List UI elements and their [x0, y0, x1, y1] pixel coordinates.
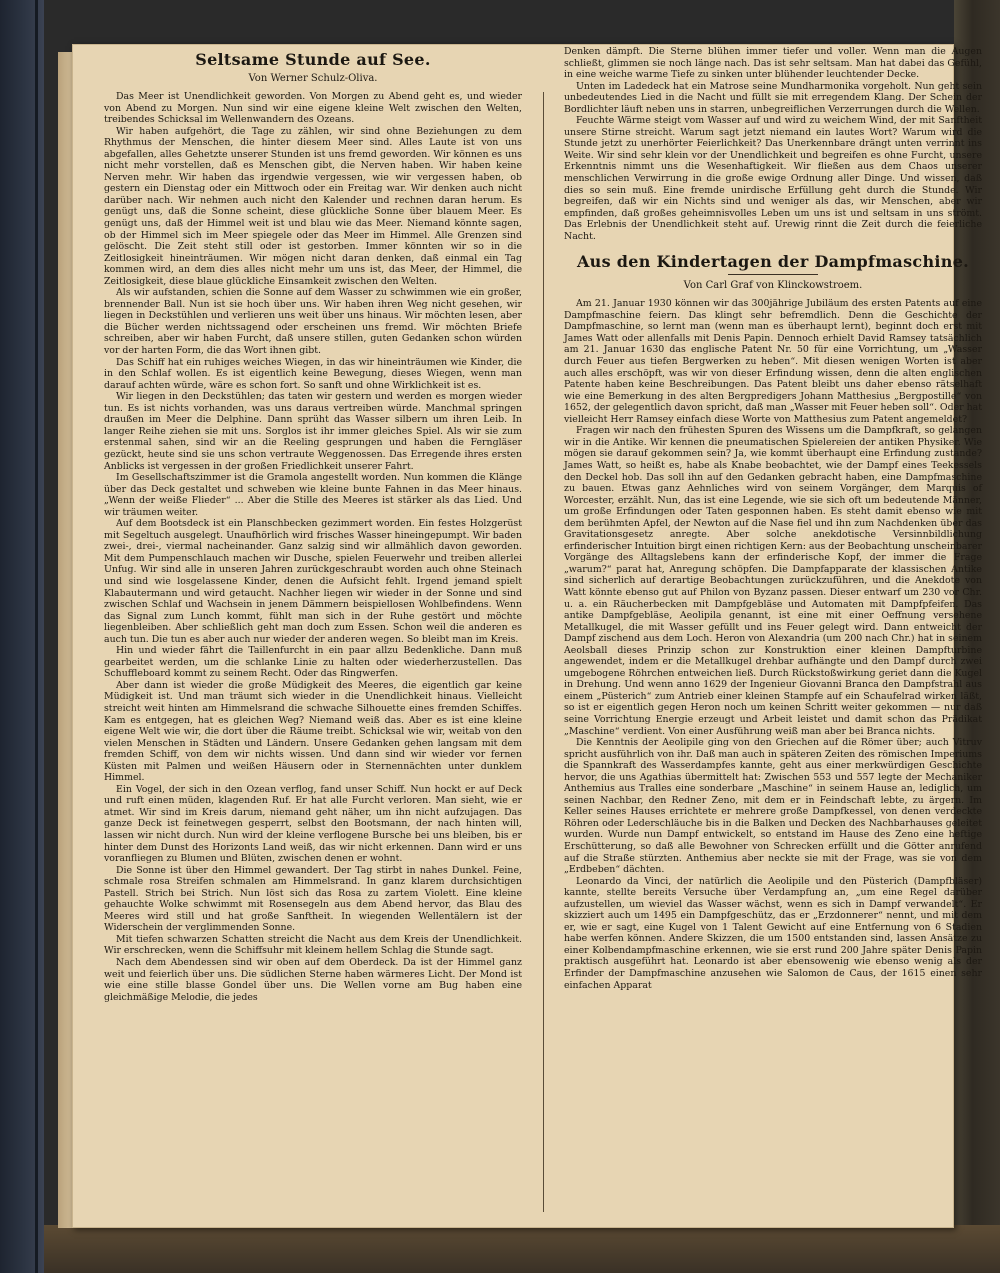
- article-1-paragraph: Im Gesellschaftszimmer ist die Gramola angestellt worden. Nun kommen die Klänge über das Deck gestaltet und schweben wie kleine bunte Fahnen in das Meer hinaus. „Wenn der weiße Flieder“ ... Aber die Stille des Meeres ist stärker als das Lied. Und wir träumen weiter.: [104, 472, 522, 518]
- article-2-paragraph: Am 21. Januar 1930 können wir das 300jährige Jubiläum des ersten Patents auf eine Dampfmaschine feiern. Das klingt sehr befremdlich. Denn die Geschichte der Dampfmaschine, so lernt man (wenn man es überhaupt lernt), beginnt doch erst mit James Watt oder allenfalls mit Denis Papin. Dennoch erhielt David Ramsey tatsächlich am 21. Januar 1630 das englische Patent Nr. 50 für eine Vorrichtung, um „Wasser durch Feuer aus tiefen Bergwerken zu heben“. Mit diesen wenigen Worten ist aber auch alles erschöpft, was wir von dieser Erfindung wissen, denn die alten englischen Patente haben keine Beschreibungen. Das Patent bleibt uns daher ebenso rätselhaft wie eine Bemerkung in des alten Bergpredigers Johann Matthesius „Bergpostille“ von 1652, der gelegentlich davon spricht, daß man „Wasser mit Feuer heben soll“. Oder hat vielleicht Herr Ramsey einfach diese Worte von Matthesius zum Patent angemeldet?: [564, 298, 982, 425]
- article-1-paragraph: Auf dem Bootsdeck ist ein Planschbecken gezimmert worden. Ein festes Holzgerüst mit Segeltuch ausgelegt. Unaufhörlich wird frisches Wasser hineingepumpt. Wir baden zwei-, drei-, viermal nacheinander. Ganz salzig sind wir allmählich davon geworden. Mit dem Pumpenschlauch machen wir Dusche, spielen Feuerwehr und treiben allerlei Unfug. Wir sind alle in unseren Jahren zurückgeschraubt worden auch ohne Steinach und sind wie losgelassene Kinder, denen die Aufsicht fehlt. Irgend jemand spielt Klabautermann und wird getaucht. Nachher liegen wir wieder in der Sonne und sind zwischen Schlaf und Wachsein in jenem Dämmern beispiellosen Wohlbefindens. Wenn das Signal zum Lunch kommt, fühlt man sich in der Ruhe gestört und möchte liegenbleiben. Aber schließlich geht man doch zum Essen. Schon weil die anderen es auch tun. Die tun es aber auch nur wieder der anderen wegen. So bleibt man im Kreis.: [104, 518, 522, 645]
- article-1-continued-paragraph: Denken dämpft. Die Sterne blühen immer tiefer und voller. Wenn man die Augen schließt, glimmen sie noch länge nach. Das ist sehr seltsam. Man hat dabei das Gefühl, in eine weiche warme Tiefe zu sinken unter blühender leuchtender Decke.: [564, 46, 982, 81]
- article-1-continued-paragraph: Unten im Ladedeck hat ein Matrose seine Mundharmonika vorgeholt. Nun geht sein unbedeutendes Lied in die Nacht und füllt sie mit erregendem Klang. Der Schein der Bordlichter läuft neben uns in starren, unbegreiflichen Verzerrungen durch die Wellen.: [564, 80, 982, 115]
- column-divider: [543, 92, 544, 1212]
- article-1-paragraph: Wir liegen in den Deckstühlen; das taten wir gestern und werden es morgen wieder tun. Es ist nichts vorhanden, was uns daraus vertreiben würde. Manchmal springen draußen im Meer die Delphine. Dann sprüht das Wasser silbern um ihren Leib. In langer Reihe ziehen sie mit uns. Sorglos ist ihr immer gleiches Spiel. Als wir sie zum erstenmal sahen, sind wir an die Reeling gesprungen und haben die Ferngläser gezückt, heute sind sie uns schon vertraute Weggenossen. Das Erregende ihres ersten Anblicks ist vergessen in der großen Friedlichkeit unserer Fahrt.: [104, 391, 522, 472]
- book-cover-bottom: [44, 1225, 1000, 1273]
- article-1-paragraph: Das Meer ist Unendlichkeit geworden. Von Morgen zu Abend geht es, und wieder von Abend zu Morgen. Nun sind wir eine eigene kleine Welt zwischen den Welten, treibendes Schicksal im Wellenwandern des Ozeans.: [104, 91, 522, 126]
- title-underline: [728, 274, 818, 275]
- book-binding-left: [0, 0, 44, 1273]
- article-1-paragraph: Ein Vogel, der sich in den Ozean verflog, fand unser Schiff. Nun hockt er auf Deck und ruft einen müden, klagenden Ruf. Er hat alle Furcht verloren. Man sieht, wie er atmet. Wir sind im Kreis darum, niemand geht näher, um ihn nicht aufzujagen. Das ganze Deck ist feinetwegen gesperrt, selbst den Bootsmann, der nach hinten will, lassen wir nicht durch. Nun wird der kleine verflogene Bursche bei uns bleiben, bis er hinter dem Dunst des Horizonts Land weiß, das wir nicht erkennen. Dann wird er uns voranfliegen zu Blumen und Blüten, zwischen denen er wohnt.: [104, 783, 522, 865]
- article-1-paragraph: Wir haben aufgehört, die Tage zu zählen, wir sind ohne Beziehungen zu dem Rhythmus der Menschen, die hinter diesem Meer sind. Alles Laute ist von uns abgefallen, alles Gehetzte unserer Stunden ist uns fremd geworden. Wir können es uns nicht mehr vorstellen, daß es Menschen gibt, die Nerven haben. Wir haben keine Nerven mehr. Wir haben das irgendwie vergessen, wie wir vergessen haben, ob gestern ein Dienstag oder ein Mittwoch oder ein Freitag war. Wir denken auch nicht darüber nach. Wir nehmen auch nicht den Kalender und rechnen daran herum. Es genügt uns, daß die Sonne scheint, diese glückliche Sonne über blauem Meer. Es genügt uns, daß der Himmel weit ist und blau wie das Meer. Niemand könnte sagen, ob der Himmel sich im Meer spiegele oder das Meer im Himmel. Alle Grenzen sind gelöscht. Die Zeit steht still oder ist gestorben. Immer könnten wir so in die Zeitlosigkeit hineinträumen. Wir mögen nicht daran denken, daß einmal ein Tag kommen wird, an dem dies alles nicht mehr um uns ist, das Meer, der Himmel, die Zeitlosigkeit, diese blaue glückliche Einsamkeit zwischen den Welten.: [104, 125, 522, 287]
- article-1-paragraph: Aber dann ist wieder die große Müdigkeit des Meeres, die eigentlich gar keine Müdigkeit ist. Und man träumt sich wieder in die Unendlichkeit hinaus. Vielleicht streicht weit hinten am Himmelsrand die schwache Silhouette eines fremden Schiffes. Kam es entgegen, hat es gleichen Weg? Niemand weiß das. Aber es ist eine kleine eigene Welt wie wir, die dort über die Räume treibt. Schicksal wie wir, weitab von den vielen Menschen in Städten und Ländern. Unsere Gedanken gehen langsam mit dem fremden Schiff, von dem wir nichts wissen. Und dann sind wir wieder vor fernen Küsten mit Palmen und weißen Häusern oder in Sternennächten unter dunklem Himmel.: [104, 679, 522, 784]
- article-2-paragraph: Leonardo da Vinci, der natürlich die Aeolipile und den Püsterich (Dampfbläser) kannte, stellte bereits Versuche über Verdampfung an, „um eine Regel darüber aufzustellen, um wieviel das Wasser wächst, wenn es sich in Dampf verwandelt“. Er skizziert auch um 1495 ein Dampfgeschütz, das er „Erzdonnerer“ nennt, und mit dem er, wie er sagt, eine Kugel von 1 Talent Gewicht auf eine Entfernung von 6 Stadien habe werfen können. Andere Skizzen, die um 1500 entstanden sind, lassen Ansätze zu einer Kolbendampfmaschine erkennen, wie sie erst rund 200 Jahre später Denis Papin praktisch ausgeführt hat. Leonardo ist aber ebensowenig wie ebenso wenig als der Erfinder der Dampfmaschine anzusehen wie Salomon de Caus, der 1615 einen sehr einfachen Apparat: [564, 875, 982, 991]
- right-column: [564, 46, 982, 991]
- article-1-continued-paragraph: Feuchte Wärme steigt vom Wasser auf und wird zu weichem Wind, der mit Sanftheit unsere Stirne streicht. Warum sagt jetzt niemand ein lautes Wort? Warum wird die Stunde jetzt zu unerhörter Feierlichkeit? Das Unerkennbare drängt unten verrinnt ins Weite. Wir sind sehr klein vor der Unendlichkeit und begreifen es ohne Furcht, unsere Erkenntnis nimmt uns die Wesenhaftigkeit. Wir fließen aus dem Chaos unserer menschlichen Verwirrung in die große ewige Ordnung aller Dinge. Und wissen, daß dies so sein muß. Eine fremde unirdische Erfüllung geht durch die Stunde. Wir begreifen, daß wir ein Nichts sind und weniger als das, wir Menschen, aber wir empfinden, daß großes geheimnisvolles Leben um uns ist und seltsam in uns strömt. Das Erlebnis der Unendlichkeit steht auf. Urewig rinnt die Zeit durch die feierliche Nacht.: [564, 115, 982, 242]
- article-1-paragraph: Das Schiff hat ein ruhiges weiches Wiegen, in das wir hineinträumen wie Kinder, die in den Schlaf wollen. Es ist eigentlich keine Bewegung, dieses Wiegen, wenn man darauf achten würde, wäre es schon fort. So sanft und ohne Wirklichkeit ist es.: [104, 356, 522, 391]
- article-2-paragraph: Die Kenntnis der Aeolipile ging von den Griechen auf die Römer über; auch Vitruv spricht ausführlich von ihr. Daß man auch in späteren Zeiten des römischen Imperiums die Spannkraft des Wasserdampfes kannte, geht aus einer merkwürdigen Geschichte hervor, die uns Agathias übermittelt hat: Zwischen 553 und 557 legte der Mechaniker Anthemius aus Tralles eine sonderbare „Maschine“ in seinem Hause an, lediglich, um seinen Nachbar, den Redner Zeno, mit dem er in Feindschaft lebte, zu ärgern. Im Keller seines Hauses errichtete er mehrere große Dampfkessel, von denen verdeckte Röhren oder Lederschläuche bis in die Balken und Decken des Nachbarhauses geleitet wurden. Wurde nun Dampf entwickelt, so entstand im Hause des Zeno eine heftige Erschütterung, so daß alle Bewohner von Schrecken erfüllt und die Götter anrufend auf die Straße stürzten. Anthemius aber neckte sie mit der Frage, was sie von dem „Erdbeben“ dächten.: [564, 737, 982, 876]
- left-column: [104, 46, 522, 1003]
- article-2-byline: Von Carl Graf von Klinckowstroem.: [683, 280, 863, 292]
- article-2-title: Aus den Kindertagen der Dampfmaschine.: [576, 252, 970, 272]
- article-1-paragraph: Mit tiefen schwarzen Schatten streicht die Nacht aus dem Kreis der Unendlichkeit. Wir erschrecken, wenn die Schiffsuhr mit kleinem hellem Schlag die Stunde sagt.: [104, 933, 522, 957]
- article-1-title: Seltsame Stunde auf See.: [195, 50, 431, 69]
- article-2-paragraph: Fragen wir nach den frühesten Spuren des Wissens um die Dampfkraft, so gelangen wir in die Antike. Wir kennen die pneumatischen Spielereien der antiken Physiker. Wie mögen sie darauf gekommen sein? Ja, wie kommt überhaupt eine Erfindung zustande? James Watt, so heißt es, habe als Knabe beobachtet, wie der Dampf eines Teekessels den Deckel hob. Das soll ihn auf den Gedanken gebracht haben, eine Dampfmaschine zu bauen. Etwas ganz Aehnliches wird von seinem Vorgänger, dem Marquis of Worcester, erzählt. Nun, das ist eine Legende, wie sie sich oft um bedeutende Männer, um große Erfindungen oder Taten gesponnen haben. Es steht damit ebenso wie mit dem berühmten Apfel, der Newton auf die Nase fiel und ihn zum Nachdenken über das Gravitationsgesetz anregte. Aber solche anekdotische Versinnbildlichung erfinderischer Intuition birgt einen richtigen Kern: aus der Beobachtung unscheinbarer Vorgänge des Alltagslebens kann der erfinderische Kopf, der immer die Frage „warum?“ parat hat, Anregung schöpfen. Die Dampfapparate der klassischen Antike sind sicherlich auf derartige Beobachtungen zurückzuführen, und die Anekdote von Watt könnte ebenso gut auf Philon von Byzanz passen. Dieser entwarf um 230 vor Chr. u. a. ein Räucherbecken mit Dampfgebläse und Automaten mit Dampfpfeifen. Das antike Dampfgebläse, Aeolipila genannt, ist eine mit einer Oeffnung versehene Metallkugel, die mit Wasser gefüllt und ins Feuer gelegt wird. Dann entweicht der Dampf zischend aus dem Loch. Heron von Alexandria (um 200 nach Chr.) hat in seinem Aeolsball dieses Prinzip schon zur Konstruktion einer kleinen Dampfturbine angewendet, indem er die Metallkugel drehbar aufhängte und den Dampf durch zwei umgebogene Röhrchen entweichen ließ. Durch Rückstoßwirkung geriet dann die Kugel in Drehung. Und wenn anno 1629 der Ingenieur Giovanni Branca den Dampfstrahl aus einem „Püsterich“ zum Antrieb einer kleinen Stampfe auf ein Schaufelrad wirken läßt, so ist er eigentlich gegen Heron noch um keinen Schritt weiter gekommen — nur daß seine Vorrichtung Energie erzeugt und Arbeit leistet und damit schon das Prädikat „Maschine“ verdient. Von einer Ausführung weiß man aber bei Branca nichts.: [564, 425, 982, 737]
- article-1-paragraph: Hin und wieder fährt die Taillenfurcht in ein paar allzu Bedenkliche. Dann muß gearbeitet werden, um die schlanke Linie zu halten oder wiederherzustellen. Das Schuffleboard kommt zu seinem Recht. Oder das Ringwerfen.: [104, 645, 522, 680]
- article-1-paragraph: Die Sonne ist über den Himmel gewandert. Der Tag stirbt in nahes Dunkel. Feine, schmale rosa Streifen schmalen am Himmelsrand. In ganz klarem durchsichtigen Pastell. Strich bei Strich. Nun löst sich das Rosa zu zartem Violett. Eine kleine gehauchte Wolke schwimmt mit Rosensegeln aus dem Abend hervor, das Blau des Meeres wird still und hat große Sanftheit. In wiegenden Wellentälern ist der Widerschein der verglimmenden Sonne.: [104, 864, 522, 934]
- article-1-byline: Von Werner Schulz-Oliva.: [248, 73, 378, 84]
- article-1-paragraph: Als wir aufstanden, schien die Sonne auf dem Wasser zu schwimmen wie ein großer, brennender Ball. Nun ist sie hoch über uns. Wir haben ihren Weg nicht gesehen, wir liegen in Deckstühlen und verlieren uns weit über uns hinaus. Wir möchten lesen, aber die Bücher werden nichtssagend oder erscheinen uns fremd. Wir möchten Briefe schreiben, aber wir haben Furcht, daß unsere stillen, guten Gedanken schon würden vor der harten Form, die das Wort ihnen gibt.: [104, 287, 522, 357]
- article-1-paragraph: Nach dem Abendessen sind wir oben auf dem Oberdeck. Da ist der Himmel ganz weit und feierlich über uns. Die südlichen Sterne haben wärmeres Licht. Der Mond ist wie eine stille blasse Gondel über uns. Die Wellen vorne am Bug haben eine gleichmäßige Melodie, die jedes: [104, 957, 522, 1003]
